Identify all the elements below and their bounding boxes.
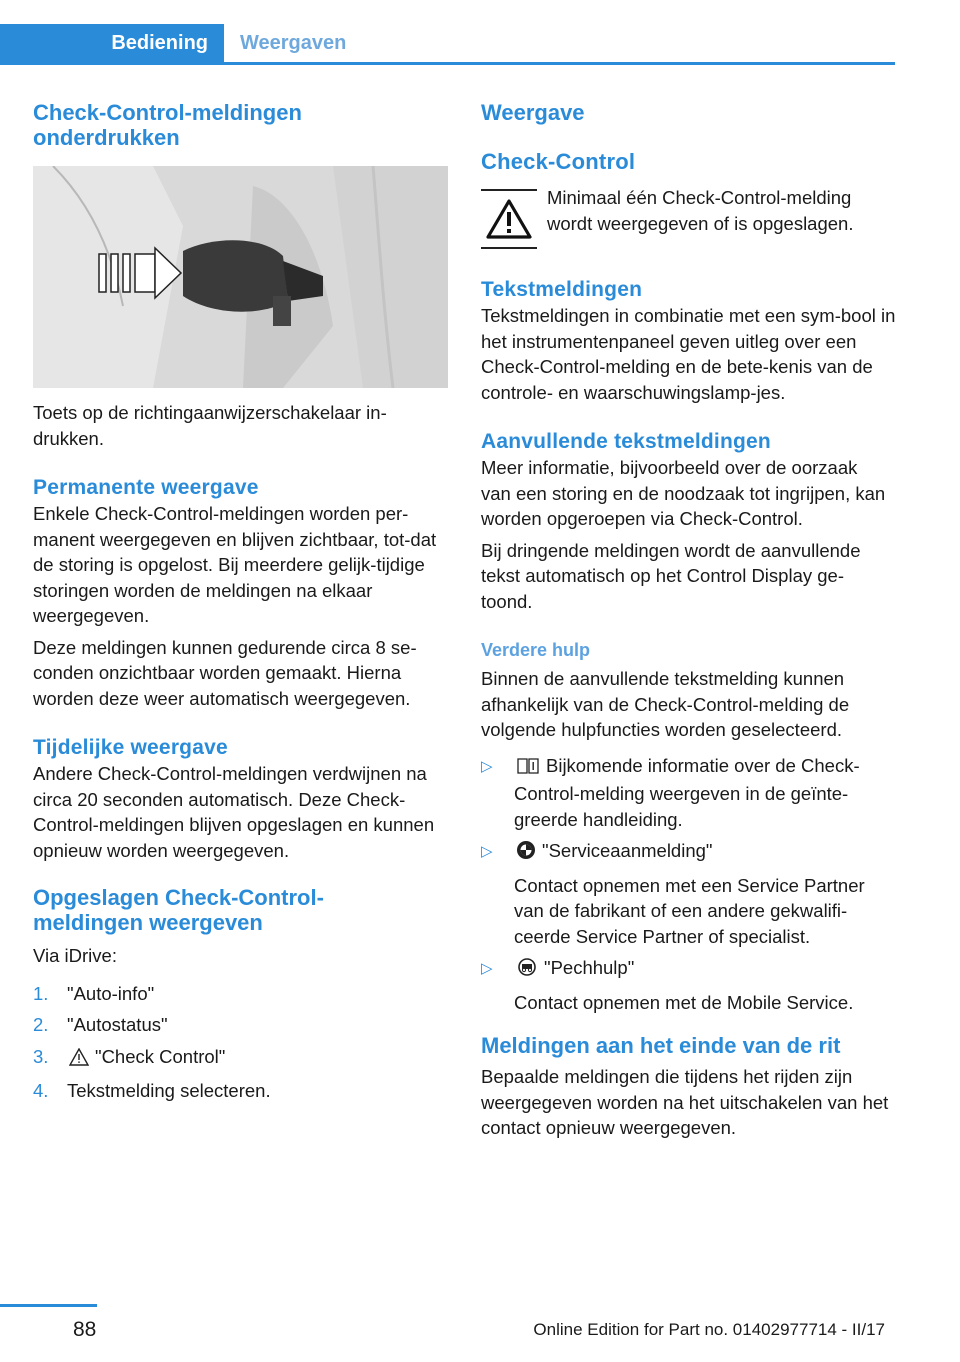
help-item-sub: Contact opnemen met een Service Partner van de fabrikant of een andere gekwalifi-ceerde Service Partner of specialist. [514,874,865,947]
help-item-text: Bijkomende informatie over de Check-Control-melding weergeven in de geïnte-greerde handleiding. [514,754,860,830]
heading-permanent: Permanente weergave [33,476,259,499]
footer-rule [0,1304,97,1307]
warning-triangle-icon [69,1047,89,1073]
list-item [481,753,897,833]
list-item [33,981,449,1007]
triangle-bullet-icon: ▷ [481,757,493,775]
tab-bediening[interactable]: Bediening [0,24,224,62]
additional-p2: Bij dringende meldingen wordt de aanvullende tekst automatisch op het Control Display ge-toond. [481,539,861,612]
heading-check-control: Check-Control [481,149,636,174]
tow-truck-icon [516,957,538,984]
step-text: "Check Control" [95,1045,226,1067]
step-text: "Autostatus" [67,1014,168,1035]
warning-triangle-icon [481,189,537,249]
turn-signal-lever-image [33,166,448,388]
section-title-display: Weergave [481,100,585,125]
tab-weergaven[interactable]: Weergaven [240,32,347,54]
help-item-sub: Contact opnemen met de Mobile Service. [514,991,854,1013]
edition-text: Online Edition for Part no. 01402977714 - II/17 [533,1320,885,1339]
step-number: 4. [33,1080,49,1101]
idrive-steps-list [33,981,449,1104]
triangle-bullet-icon: ▷ [481,843,493,860]
bmw-logo-icon [516,840,536,867]
temporary-p1: Andere Check-Control-meldingen verdwijnen na circa 20 seconden automatisch. Deze Check-Control-meldingen blijven opgeslagen en kunnen opnieuw worden weergegeven. [33,763,435,861]
triangle-bullet-icon: ▷ [481,960,493,977]
list-item [33,1078,449,1104]
end-of-trip-p1: Bepaalde meldingen die tijdens het rijden zijn weergegeven worden na het uitschakelen van het contact opnieuw weergegeven. [481,1066,889,1138]
heading-text-messages: Tekstmeldingen [481,278,643,301]
heading-end-of-trip: Meldingen aan het einde van de rit [481,1033,841,1058]
step-number: 2. [33,1014,49,1035]
book-icon [516,756,540,782]
step-number: 3. [33,1045,49,1067]
header-tabs [0,24,895,65]
left-column [33,100,449,1110]
heading-temporary: Tijdelijke weergave [33,736,228,759]
list-item [481,955,897,1015]
list-item [33,1012,449,1038]
check-control-symbol-row [481,185,897,249]
lever-caption: Toets op de richtingaanwijzerschakelaar in-drukken. [33,402,387,449]
step-number: 1. [33,982,49,1004]
step-text: Tekstmelding selecteren. [67,1080,271,1101]
heading-stored: Opgeslagen Check-Control-meldingen weergeven [33,885,324,935]
right-column [481,100,897,1141]
heading-additional: Aanvullende tekstmeldingen [481,430,771,453]
additional-p1: Meer informatie, bijvoorbeeld over de oorzaak van een storing en de noodzaak tot ingrijpen, kan worden opgeroepen via Check-Control. [481,457,886,529]
list-item [33,1044,449,1073]
help-item-text: "Serviceaanmelding" [542,840,713,861]
permanent-p2: Deze meldingen kunnen gedurende circa 8 se-conden onzichtbaar worden gemaakt. Hierna worden deze weer automatisch weergegeven. [33,636,417,709]
via-idrive: Via iDrive: [33,945,117,966]
permanent-p1: Enkele Check-Control-meldingen worden per-manent weergegeven en blijven zichtbaar, tot-dat de storing is opgelost. Bij meerdere gelijk-tijdige storingen worden de meldingen na elkaar weergegeven. [33,503,437,626]
page-number: 88 [73,1318,97,1341]
check-control-text: Minimaal één Check-Control-melding wordt weergegeven of is opgeslagen. [547,187,854,234]
help-item-text: "Pechhulp" [544,957,635,978]
step-text: "Auto-info" [67,982,155,1004]
turn-signal-lever-illustration [33,166,448,388]
section-title-suppress: Check-Control-meldingen onderdrukken [33,100,302,150]
text-messages-p1: Tekstmeldingen in combinatie met een sym-bool in het instrumentenpaneel geven uitleg over een Check-Control-melding en de bete-kenis van de controle- en waarschuwingslamp-jes. [481,305,896,403]
heading-further-help: Verdere hulp [481,640,591,660]
list-item [481,838,897,949]
help-p1: Binnen de aanvullende tekstmelding kunnen afhankelijk van de Check-Control-melding de volgende hulpfuncties worden geselecteerd. [481,668,850,740]
help-functions-list [481,753,897,1016]
